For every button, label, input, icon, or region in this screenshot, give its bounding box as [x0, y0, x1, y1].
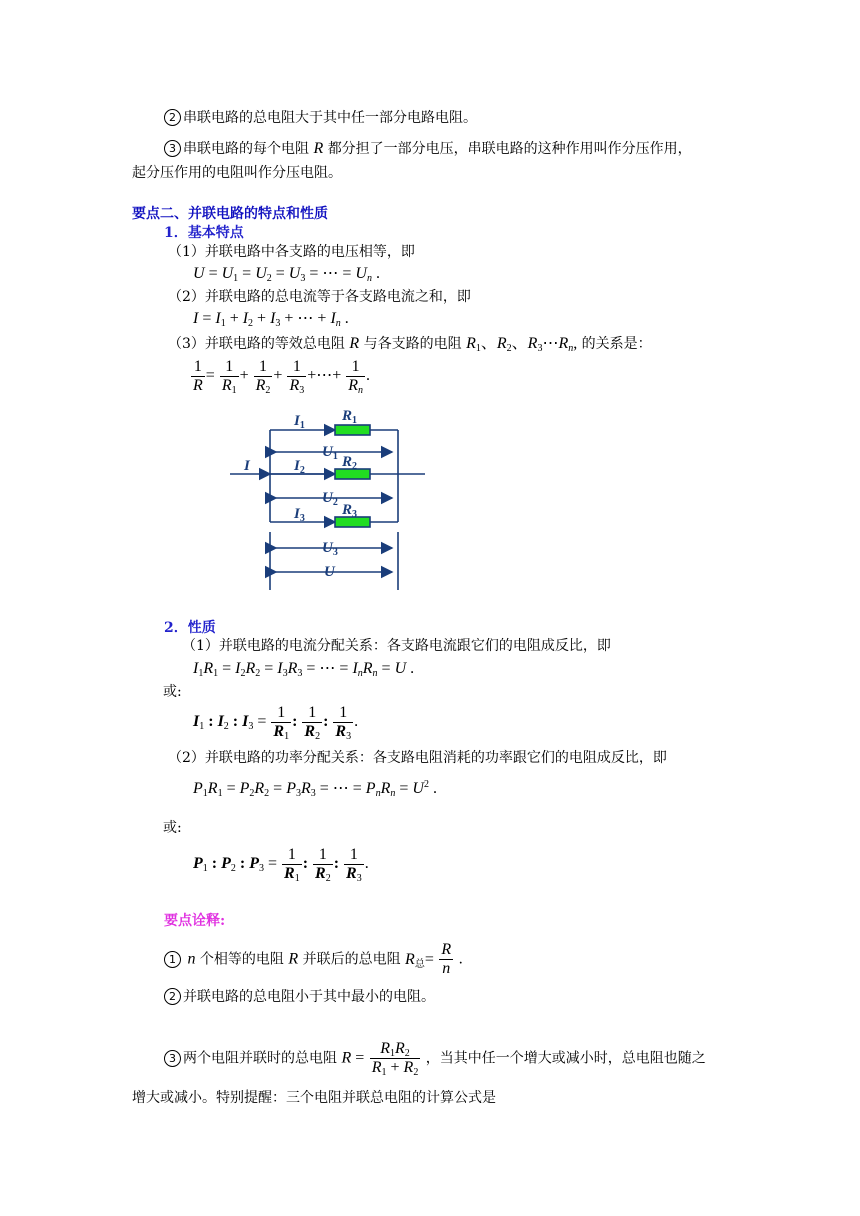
paragraph-power-distribution: （2）并联电路的功率分配关系：各支路电阻消耗的功率跟它们的电阻成反比，即 — [168, 750, 667, 766]
circled-number: 3 — [164, 1050, 181, 1067]
math-R: R — [313, 140, 324, 157]
note-item-3-text-a: 两个电阻并联时的总电阻 — [183, 1050, 337, 1067]
equation-PR: $P_1R_1 = P_2R_2 = P_3R_3$ = ⋯ = $P_nR_n = U^2$ . — [193, 779, 437, 799]
series-item-2 — [164, 108, 477, 128]
label-I2: $I_2$ — [294, 458, 305, 476]
label-U1: $U_1$ — [322, 444, 338, 462]
series-item-3-continued: 起分压作用的电阻叫作分压电阻。 — [132, 165, 342, 181]
circled-number: 2 — [164, 109, 181, 126]
paragraph-current-distribution: （1）并联电路的电流分配关系：各支路电流跟它们的电阻成反比，即 — [182, 638, 611, 654]
note-item-1-text-b: 并联后的总电阻 — [302, 951, 401, 968]
paragraph-voltage: （1）并联电路中各支路的电压相等，即 — [168, 244, 415, 260]
section-heading: 要点二、并联电路的特点和性质 — [132, 206, 328, 222]
or-label-1: 或: — [163, 684, 182, 700]
series-item-2-text: 串联电路的总电阻大于其中任一部分电路电阻。 — [183, 110, 477, 126]
note-item-3: 3 两个电阻并联时的总电阻 R = $\frac{R_1R_2}{R_1 + R_2}$ ，当其中任一个增大或减小时，总电阻也随之 — [164, 1040, 706, 1077]
subsection-properties: 2．性质 — [164, 620, 216, 636]
note-item-2-text: 并联电路的总电阻小于其中最小的电阻。 — [183, 989, 435, 1005]
note-item-3-text-b: ，当其中任一个增大或减小时，总电阻也随之 — [425, 1050, 706, 1067]
note-item-1-text-a: 个相等的电阻 — [199, 951, 284, 968]
note-item-2 — [164, 987, 435, 1007]
note-item-3-continued: 增大或减小。特别提醒：三个电阻并联总电阻的计算公式是 — [132, 1090, 496, 1106]
resistor-r1 — [335, 425, 370, 435]
or-label-2: 或: — [163, 820, 182, 836]
equation-resistance-sum: $\frac{1}{R}$ = $\frac{1}{R_1}$ + $\frac{1}{R_2}$ + $\frac{1}{R_3}$ +⋯+ $\frac{1}{R_n}$ . — [193, 358, 371, 396]
equation-power-ratio: $P_1$ : $P_2$ : $P_3$ = $\frac{1}{R_1}$ : $\frac{1}{R_2}$ : $\frac{1}{R_3}$ . — [193, 846, 369, 884]
parallel-circuit-diagram — [220, 400, 440, 595]
paragraph-resistance-b: 与各支路的电阻 — [363, 336, 462, 352]
label-U3: $U_3$ — [322, 540, 338, 558]
subsection-basic-features: 1．基本特点 — [164, 225, 244, 241]
paragraph-current: （2）并联电路的总电流等于各支路电流之和，即 — [168, 289, 471, 305]
series-item-3-text-b: 都分担了一部分电压，串联电路的这种作用叫作分压作用， — [327, 141, 692, 157]
label-I: I — [244, 458, 250, 474]
circled-number: 2 — [164, 988, 181, 1005]
equation-current-ratio: $I_1$ : $I_2$ : $I_3$ = $\frac{1}{R_1}$ : $\frac{1}{R_2}$ : $\frac{1}{R_3}$ . — [193, 704, 359, 742]
paragraph-resistance-c: 的关系是： — [581, 336, 652, 352]
label-R1: $R_1$ — [342, 408, 358, 426]
paragraph-resistance: （3）并联电路的等效总电阻 R 与各支路的电阻 $R_1$、$R_2$、$R_3\cdots R_n$, 的关系是： — [168, 335, 652, 354]
circled-number: 1 — [164, 951, 181, 968]
math-R: R — [349, 335, 360, 352]
circled-number: 3 — [164, 140, 181, 157]
label-U: U — [324, 564, 335, 580]
label-I3: $I_3$ — [294, 506, 305, 524]
series-item-3 — [164, 139, 692, 159]
series-item-3-text-a: 串联电路的每个电阻 — [183, 141, 309, 157]
label-U2: $U_2$ — [322, 490, 338, 508]
equation-IR: $I_1R_1 = I_2R_2 = I_3R_3$ = ⋯ = $I_nR_n = U$ . — [193, 660, 415, 679]
note-item-1: 1 n 个相等的电阻 R 并联后的总电阻 $R_总=$ $\frac{R}{n}$ . — [164, 941, 463, 978]
equation-voltage: $U = U_1 = U_2 = U_3$ = ⋯ = $U_n$ . — [193, 265, 380, 284]
label-R2: $R_2$ — [342, 454, 358, 472]
equation-current: $I = I_1 + I_2 + I_3$ + ⋯ + $I_n$ . — [193, 310, 349, 329]
notes-heading: 要点诠释: — [164, 913, 226, 929]
paragraph-resistance-a: （3）并联电路的等效总电阻 — [168, 336, 345, 352]
label-I1: $I_1$ — [294, 413, 305, 431]
label-R3: $R_3$ — [342, 502, 358, 520]
